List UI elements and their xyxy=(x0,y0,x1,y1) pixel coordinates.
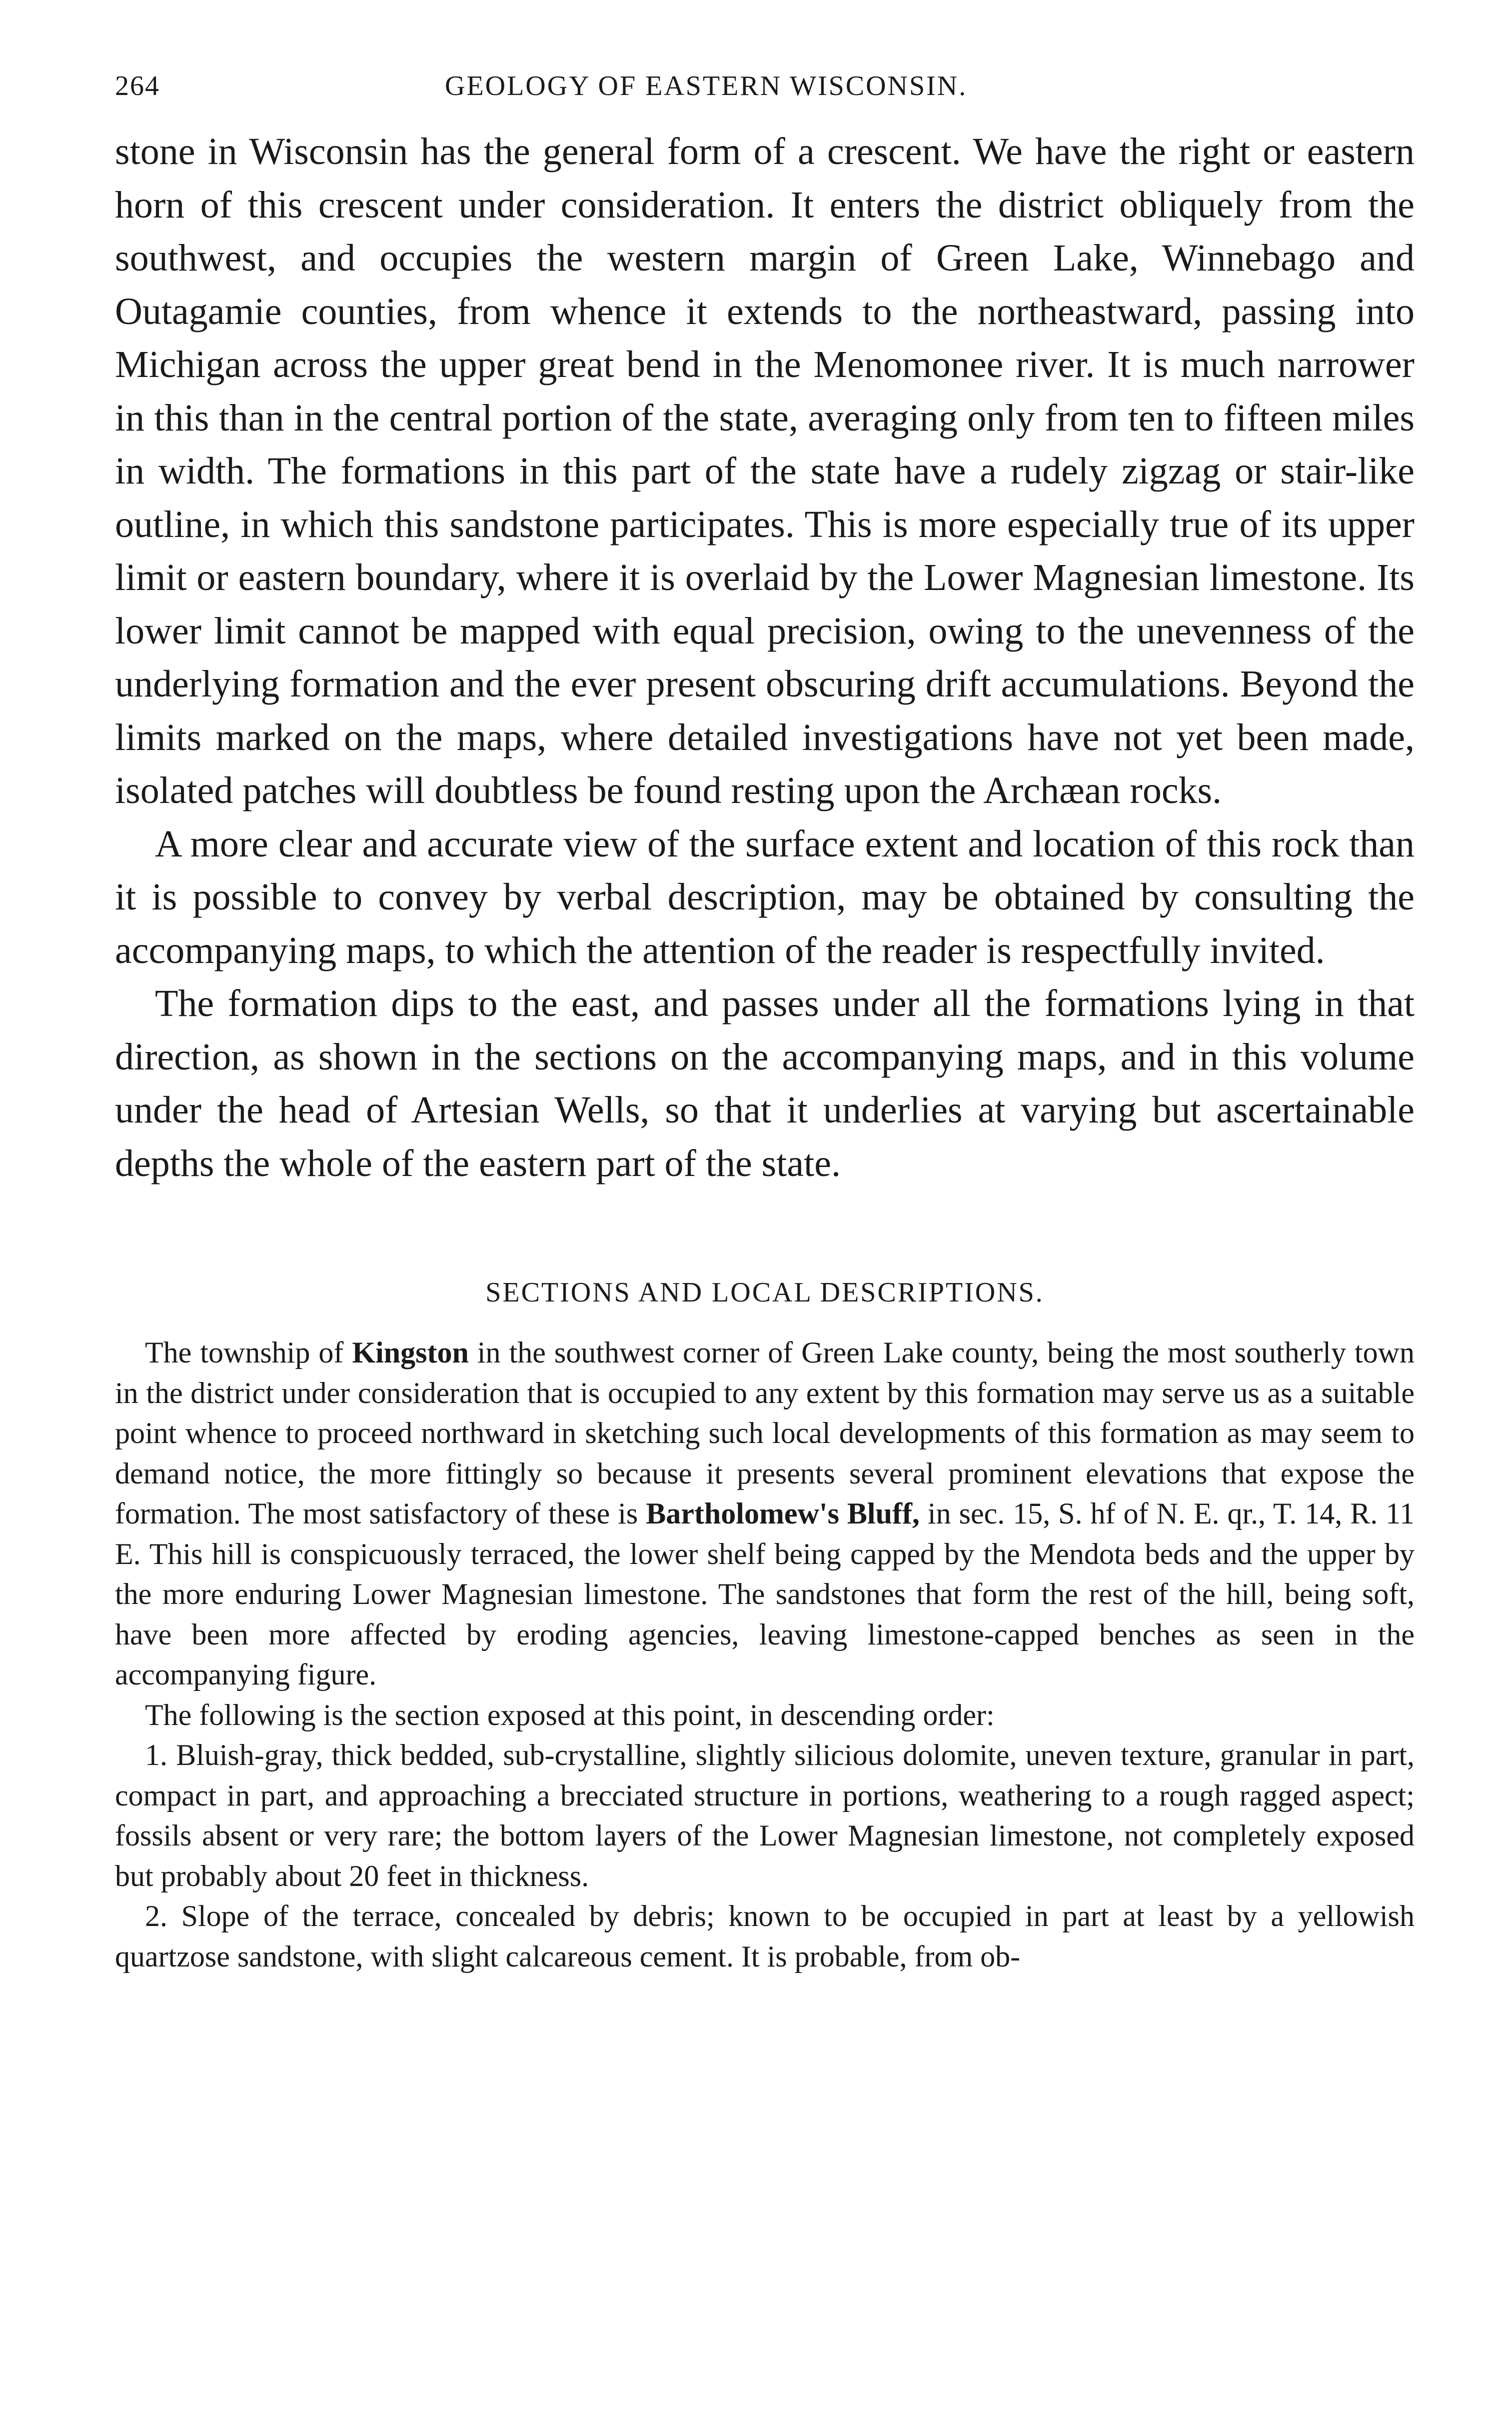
kingston-term: Kingston xyxy=(352,1336,469,1369)
section-intro-paragraph: The following is the section exposed at this point, in descending order: xyxy=(145,1698,995,1732)
paragraph-continued: stone in Wisconsin has the general form of a crescent. We have the right or eastern horn of this crescent under consideration. It enters the district obliquely from the southwest, and occupies the western margin of Green Lake, Winnebago and Outagamie counties, from whence it extends to the northeastward, passing into Michigan across the upper great bend in the Menomonee river. It is much narrower in this than in the central portion of the state, averaging only from ten to fifteen miles in width. The formations in this part of the state have a rudely zigzag or stair-like outline, in which this sandstone participates. This is more especially true of its upper limit or eastern boundary, where it is overlaid by the Lower Magnesian limestone. Its lower limit cannot be mapped with equal precision, owing to the unevenness of the underlying formation and the ever present obscuring drift accumulations. Beyond the limits marked on the maps, where detailed investigations have not yet been made, isolated patches will doubtless be found resting upon the Archæan rocks. xyxy=(115,130,1415,812)
bartholomews-bluff-term: Bartholomew's Bluff, xyxy=(646,1497,920,1530)
book-page xyxy=(115,70,1415,1976)
running-head xyxy=(115,70,1415,125)
kingston-description: in the southwest corner of Green Lake county, being the most southerly town in the district under consideration that is occupied to any extent by this formation may serve us as a suitable point whence to proceed northward in sketching such local developments of this formation as may seem to demand notice, the more fittingly so because it presents several prominent elevations that expose the formation. The most satisfactory of these is xyxy=(115,1336,1415,1530)
page-number: 264 xyxy=(115,70,160,102)
section-item-1: 1. Bluish-gray, thick bedded, sub-crystalline, slightly silicious dolomite, uneven texture, granular in part, compact in part, and approaching a brecciated structure in portions, weathering to a rough ragged aspect; fossils absent or very rare; the bottom layers of the Lower Magnesian limestone, not completely exposed but probably about 20 feet in thickness. xyxy=(115,1738,1415,1892)
section-item-2: 2. Slope of the terrace, concealed by debris; known to be occupied in part at least by a yellowish quartzose sandstone, with slight calcareous cement. It is probable, from ob- xyxy=(115,1900,1415,1973)
section-text xyxy=(115,1332,1415,1976)
paragraph-dip: The formation dips to the east, and passes under all the formations lying in that direction, as shown in the sections on the accompanying maps, and in this volume under the head of Artesian Wells, so that it underlies at varying but ascertainable depths the whole of the eastern part of the state. xyxy=(115,982,1415,1184)
kingston-paragraph xyxy=(115,1332,1415,1695)
bluff-description: in sec. 15, S. hf of N. E. qr., T. 14, R. 11 E. This hill is conspicuously terraced, the lower shelf being capped by the Mendota beds and the upper by the more enduring Lower Magnesian limestone. The sandstones that form the rest of the hill, being soft, have been more affected by eroding agencies, leaving limestone-capped benches as seen in the accompanying figure. xyxy=(115,1497,1415,1691)
section-heading: SECTIONS AND LOCAL DESCRIPTIONS. xyxy=(485,1277,1044,1308)
paragraph-maps: A more clear and accurate view of the surface extent and location of this rock than it is possible to convey by verbal description, may be obtained by consulting the accompanying maps, to which the attention of the reader is respectfully invited. xyxy=(115,822,1415,972)
body-text xyxy=(115,125,1415,1190)
kingston-intro: The township of xyxy=(145,1336,352,1369)
running-title: GEOLOGY OF EASTERN WISCONSIN. xyxy=(445,70,968,102)
